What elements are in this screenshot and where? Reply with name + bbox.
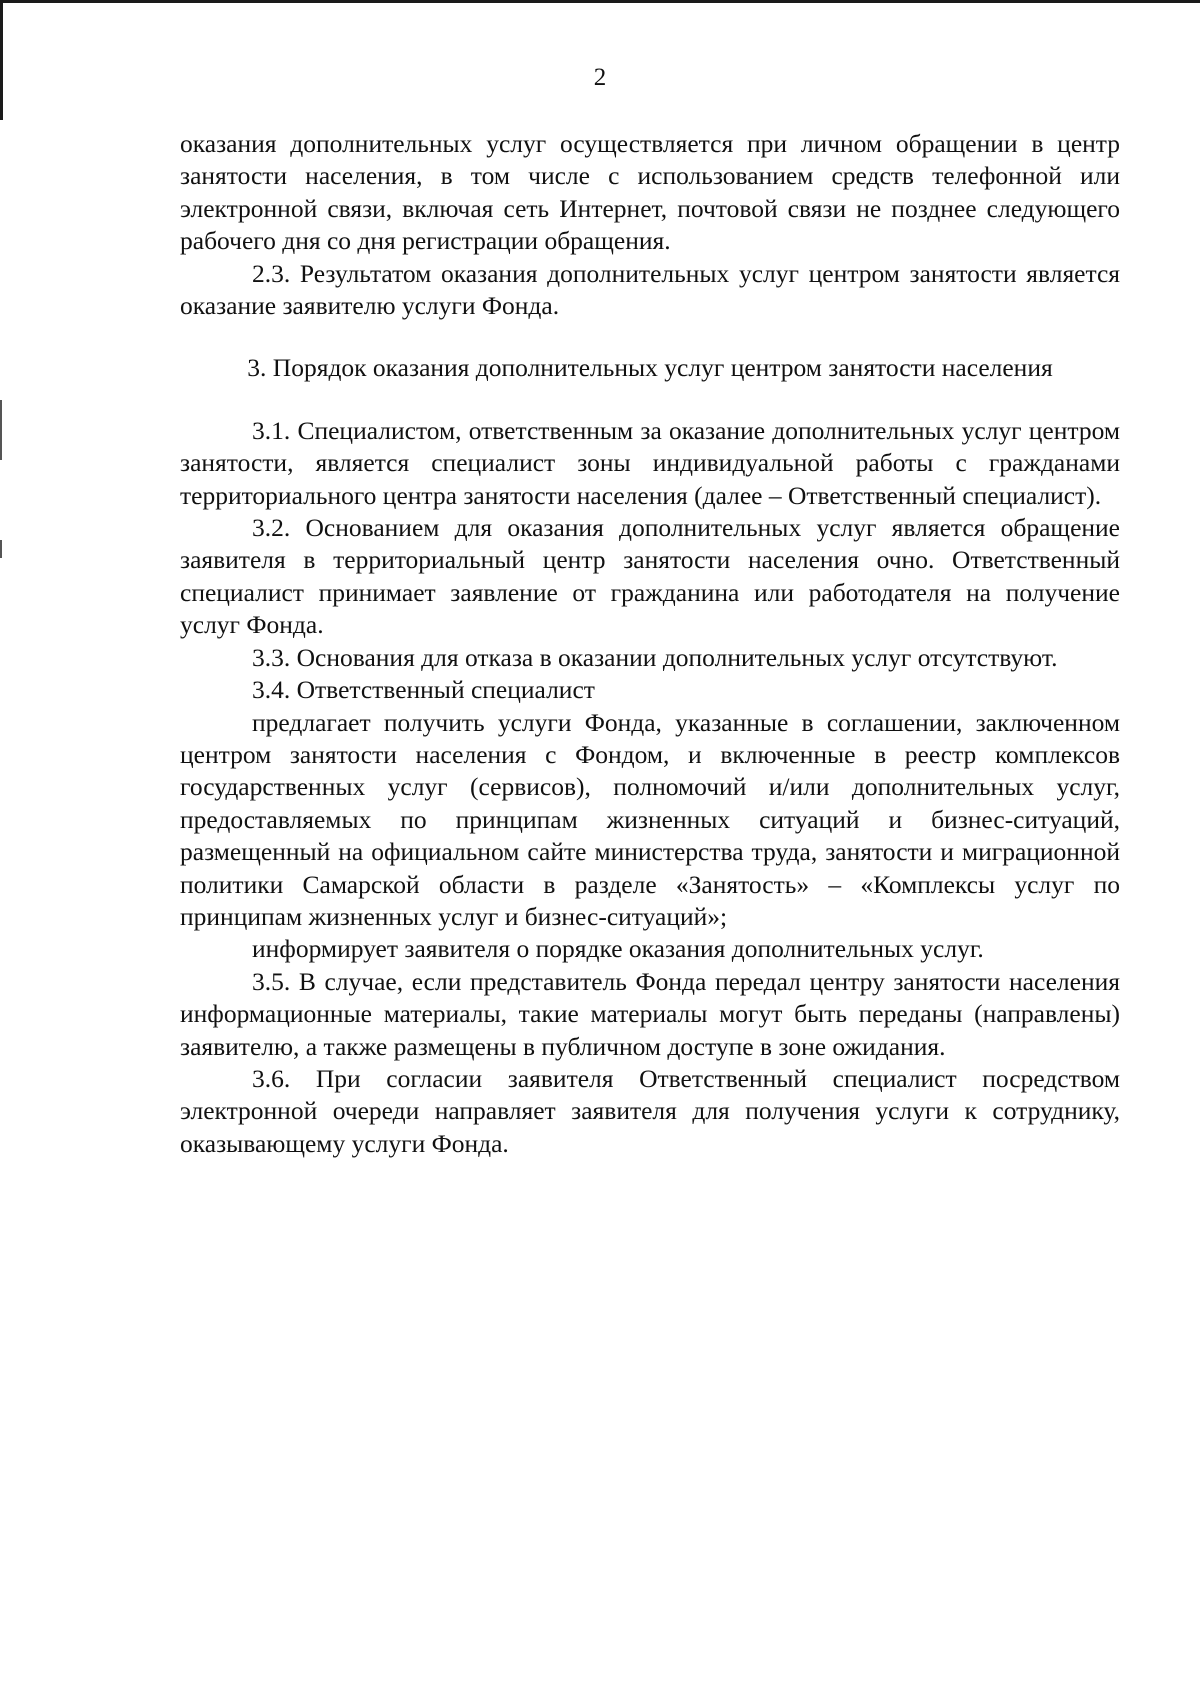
paragraph-2-3: 2.3. Результатом оказания дополнительных услуг центром занятости является оказание заявителю услуги Фонда. bbox=[180, 258, 1120, 321]
paragraph-intro: оказания дополнительных услуг осуществляется при личном обращении в центр занятости населения, в том числе с использованием средств телефонной или электронной связи, включая сеть Интернет, почтовой связи не позднее следующего рабочего дня со дня регистрации обращения. bbox=[180, 129, 1120, 256]
paragraph-3-4: 3.4. Ответственный специалист bbox=[252, 675, 595, 705]
scan-border-left bbox=[0, 0, 3, 120]
paragraph-3-6: 3.6. При согласии заявителя Ответственный специалист посредством электронной очереди направляет заявителя для получения услуги к сотруднику, оказывающему услуги Фонда. bbox=[180, 1063, 1120, 1158]
paragraph-3-3: 3.3. Основания для отказа в оказании дополнительных услуг отсутствуют. bbox=[252, 642, 1058, 672]
paragraph-3-2: 3.2. Основанием для оказания дополнительных услуг является обращение заявителя в территориальный центр занятости населения очно. Ответственный специалист принимает заявление от гражданина или работодателя на получение услуг Фонда. bbox=[180, 513, 1120, 640]
scan-border-top bbox=[0, 0, 1200, 3]
scan-artifact-mark bbox=[0, 400, 2, 460]
paragraph-3-4-inform: информирует заявителя о порядке оказания дополнительных услуг. bbox=[252, 934, 984, 964]
paragraph-3-5: 3.5. В случае, если представитель Фонда передал центру занятости населения информационные материалы, такие материалы могут быть переданы (направлены) заявителю, а также размещены в публичном доступе в зоне ожидания. bbox=[180, 966, 1120, 1061]
scan-artifact-mark bbox=[0, 540, 2, 558]
document-body bbox=[180, 128, 1120, 1160]
paragraph-3-4-offer: предлагает получить услуги Фонда, указанные в соглашении, заключенном центром занятости населения с Фондом, и включенные в реестр комплексов государственных услуг (сервисов), полномочий и/или дополнительных услуг, предоставляемых по принципам жизненных ситуаций и бизнес-ситуаций, размещенный на официальном сайте министерства труда, занятости и миграционной политики Самарской области в разделе «Занятость» – «Комплексы услуг по принципам жизненных услуг и бизнес-ситуаций»; bbox=[180, 707, 1120, 931]
paragraph-3-1: 3.1. Специалистом, ответственным за оказание дополнительных услуг центром занятости, является специалист зоны индивидуальной работы с гражданами территориального центра занятости населения (далее – Ответственный специалист). bbox=[180, 415, 1120, 510]
page-number: 2 bbox=[593, 64, 607, 91]
section-heading-3: 3. Порядок оказания дополнительных услуг центром занятости населения bbox=[247, 353, 1053, 383]
